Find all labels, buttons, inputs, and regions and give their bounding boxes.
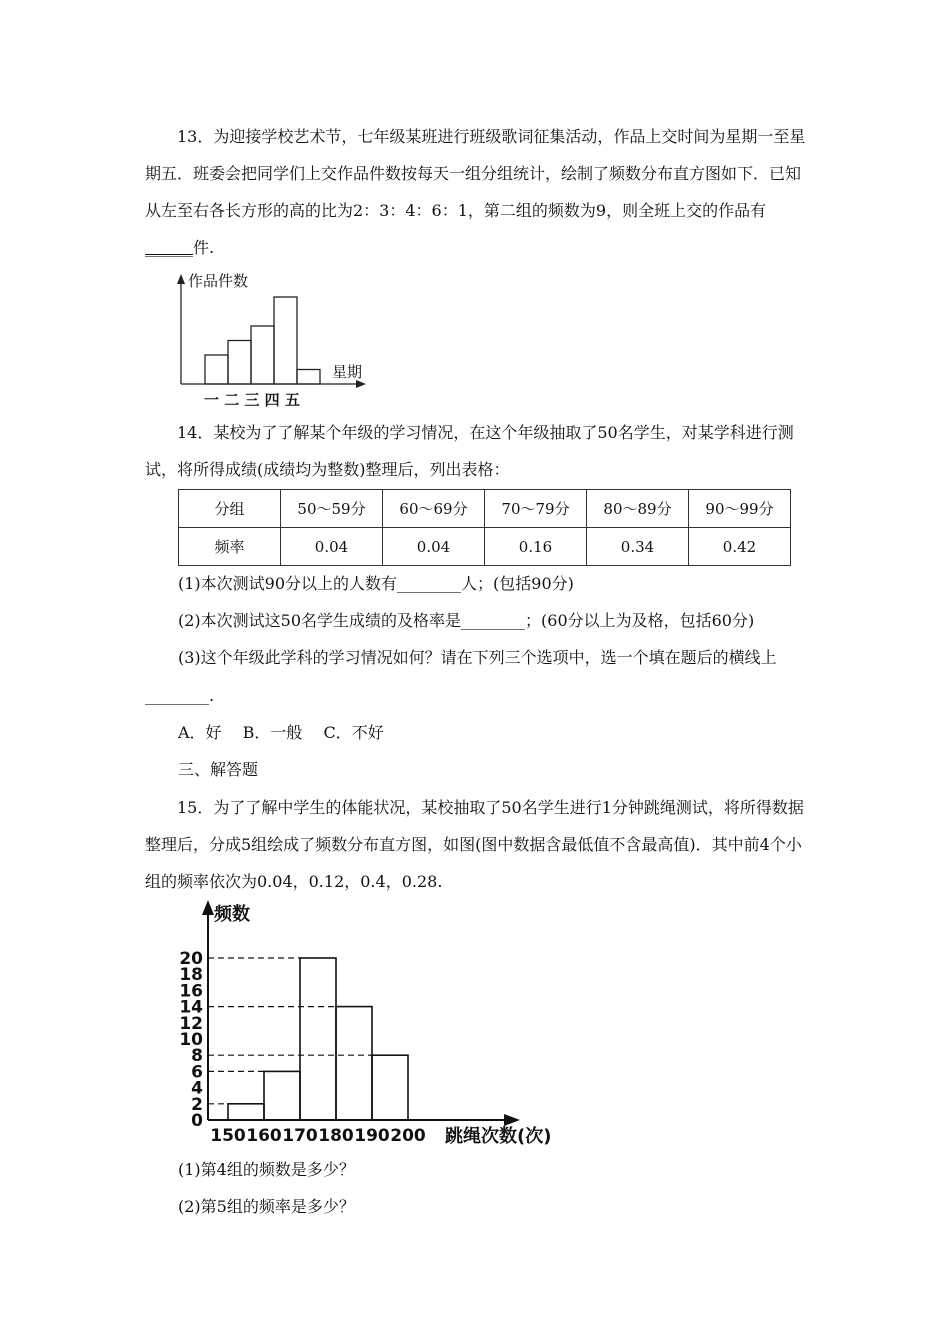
q14-sub2: (2)本次测试这50名学生成绩的及格率是________；(60分以上为及格，包括60分) (178, 611, 755, 630)
q13-blank: ______ (145, 238, 193, 257)
q15-sub2: (2)第5组的频率是多少？ (178, 1197, 355, 1216)
q15-xtick-label: 180 (318, 1126, 354, 1146)
q15-ytick-label: 6 (191, 1062, 203, 1083)
q13-xlabel: 星期 (332, 363, 363, 381)
q15-ytick-label: 12 (179, 1013, 203, 1034)
table-cell: 分组 (179, 490, 281, 528)
q13-bar (228, 341, 251, 385)
q15-ytick-label: 2 (191, 1094, 203, 1115)
table-header-row (179, 490, 791, 528)
q15-sub1: (1)第4组的频数是多少？ (178, 1160, 355, 1179)
table-cell: 0.34 (587, 528, 689, 566)
q15-bar (264, 1071, 300, 1120)
q14-sub1: (1)本次测试90分以上的人数有________人；(包括90分) (178, 574, 574, 593)
q13-ylabel: 作品件数 (188, 272, 249, 290)
table-cell: 频率 (179, 528, 281, 566)
q15-xtick-label: 170 (282, 1126, 318, 1146)
q15-bar (228, 1104, 264, 1120)
q15-ytick-label: 10 (179, 1030, 203, 1050)
q13-bar (297, 370, 320, 385)
q13-bar (251, 326, 274, 384)
q13-bar (274, 297, 297, 384)
section-title: 三、解答题 (178, 760, 259, 779)
q15-xtick-label: 150 (210, 1126, 246, 1146)
q15-histogram (168, 895, 568, 1150)
table-cell: 0.16 (485, 528, 587, 566)
q15-ytick-label: 16 (179, 981, 203, 1002)
q14-sub3: (3)这个年级此学科的学习情况如何？请在下列三个选项中，选一个填在题后的横线上 (178, 648, 777, 667)
q15-xtick-label: 160 (246, 1126, 282, 1146)
table-cell: 90～99分 (689, 490, 791, 528)
table-cell: 50～59分 (281, 490, 383, 528)
q15-bar (336, 1007, 372, 1120)
q15-ytick-label: 20 (179, 949, 203, 969)
table-cell: 70～79分 (485, 490, 587, 528)
table-cell: 80～89分 (587, 490, 689, 528)
q15-ytick-label: 0 (191, 1111, 203, 1131)
table-cell: 60～69分 (383, 490, 485, 528)
q14-intro: 14．某校为了了解某个年级的学习情况，在这个年级抽取了50名学生，对某学科进行测试，将所得成绩(成绩均为整数)整理后，列出表格： (145, 423, 794, 479)
table-row (179, 528, 791, 566)
q15-bar (372, 1055, 408, 1120)
q15-text: 15．为了了解中学生的体能状况，某校抽取了50名学生进行1分钟跳绳测试，将所得数据整理后，分成5组绘成了频数分布直方图，如图(图中数据含最低值不含最高值)．其中前4个小组的频率依次为0.04，0.12，0.4，0.28. (145, 798, 804, 891)
q15-ytick-label: 8 (191, 1046, 203, 1067)
q15-bar (300, 958, 336, 1120)
q15-xtick-label: 200 (390, 1126, 426, 1146)
q15-ytick-label: 4 (191, 1078, 203, 1099)
q15-xtick-label: 190 (354, 1126, 390, 1146)
q15-ytick-label: 18 (179, 965, 203, 986)
q15-xlabel: 跳绳次数(次) (445, 1126, 552, 1147)
q14-options: A．好 B．一般 C．不好 (178, 723, 384, 742)
q14-sub3-blank: ________. (145, 686, 215, 705)
table-cell: 0.04 (383, 528, 485, 566)
frequency-table (178, 489, 791, 566)
q13-bar (205, 355, 228, 384)
q13-tick-labels: 一 二 三 四 五 (204, 391, 300, 409)
table-cell: 0.42 (689, 528, 791, 566)
q13-text: 13．为迎接学校艺术节，七年级某班进行班级歌词征集活动，作品上交时间为星期一至星期五．班委会把同学们上交作品件数按每天一组分组统计，绘制了频数分布直方图如下．已知从左至右各长方形的高的比为2：3：4：6：1，第二组的频数为9，则全班上交的作品有______件. (145, 127, 806, 257)
table-cell: 0.04 (281, 528, 383, 566)
q15-ytick-label: 14 (179, 997, 203, 1018)
q13-histogram (172, 266, 372, 411)
q15-ylabel: 频数 (214, 904, 250, 925)
